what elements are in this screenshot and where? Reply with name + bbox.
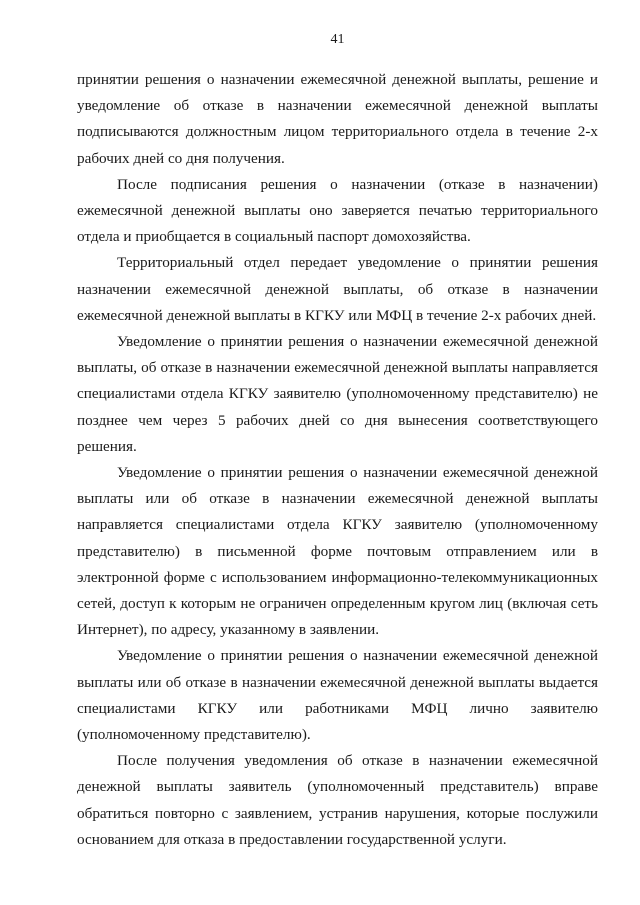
paragraph-notification-delivery: Уведомление о принятии решения о назначении ежемесячной денежной выплаты или об отказе в назначении ежемесячной денежной выплаты направляется специалистами отдела КГКУ заявителю (уполномоченному представителю) в письменной форме почтовым отправлением или в электронной форме с использованием информационно-телекоммуникационных сетей, доступ к которым не ограничен определенным кругом лиц (включая сеть Интернет), по адресу, указанному в заявлении. (77, 464, 598, 639)
paragraph-continuation: принятии решения о назначении ежемесячной денежной выплаты, решение и уведомление об отказе в назначении ежемесячной денежной выплаты подписываются должностным лицом территориального отдела в течение 2-х рабочих дней со дня получения. (77, 71, 598, 167)
paragraph-notification-deadline: Уведомление о принятии решения о назначении ежемесячной денежной выплаты, об отказе в назначении ежемесячной денежной выплаты направляется специалистами отдела КГКУ заявителю (уполномоченному представителю) не позднее чем через 5 рабочих дней со дня вынесения соответствующего решения. (77, 333, 598, 455)
paragraph-transfer: Территориальный отдел передает уведомление о принятии решения назначении ежемесячной денежной выплаты, об отказе в назначении ежемесячной денежной выплаты в КГКУ или МФЦ в течение 2-х рабочих дней. (77, 254, 598, 324)
page-number: 41 (330, 32, 345, 47)
paragraph-signing: После подписания решения о назначении (отказе в назначении) ежемесячной денежной выплаты оно заверяется печатью территориального отдела и приобщается в социальный паспорт домохозяйства. (77, 175, 598, 246)
paragraph-notification-in-person: Уведомление о принятии решения о назначении ежемесячной денежной выплаты или об отказе в назначении ежемесячной денежной выплаты выдается специалистами КГКУ или работниками МФЦ лично заявителю (уполномоченному представителю). (77, 647, 598, 744)
paragraph-reapplication: После получения уведомления об отказе в назначении ежемесячной денежной выплаты заявитель (уполномоченный представитель) вправе обратиться повторно с заявлением, устранив нарушения, которые послужили основанием для отказа в предоставлении государственной услуги. (77, 752, 598, 848)
